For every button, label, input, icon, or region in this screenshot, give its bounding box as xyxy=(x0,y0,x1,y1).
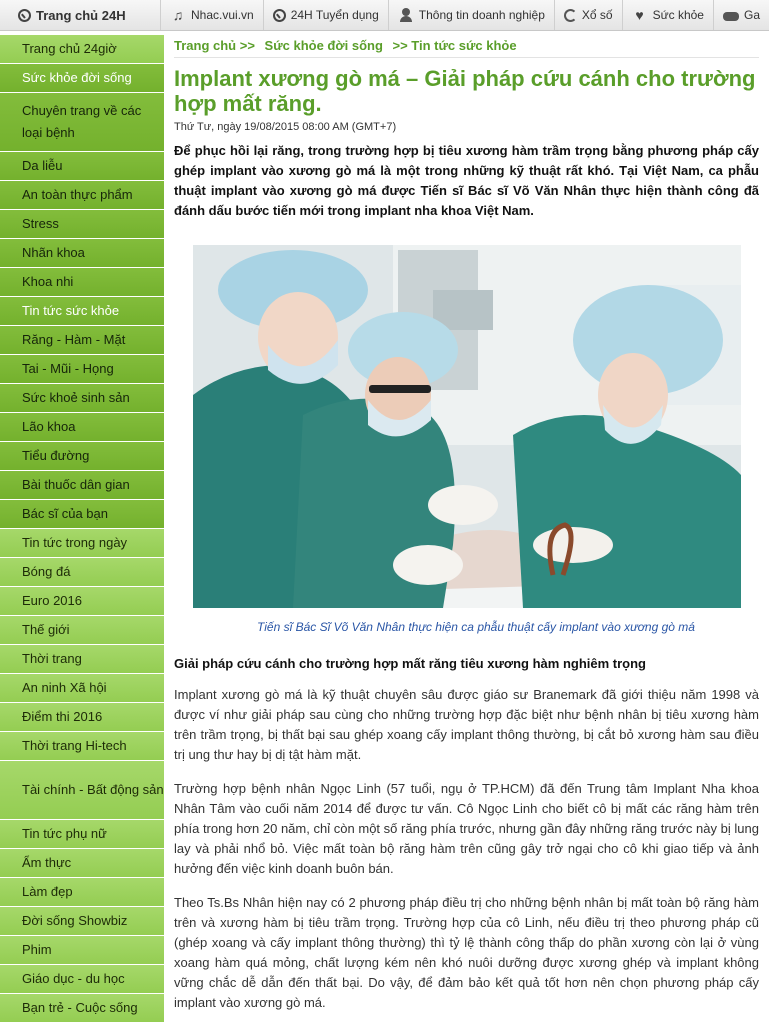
top-link-label: Ga xyxy=(743,8,760,22)
breadcrumb-home[interactable]: Trang chủ >> xyxy=(174,38,255,53)
sidebar-item[interactable]: Thời trang xyxy=(0,645,164,674)
lottery-icon xyxy=(564,9,577,22)
sidebar-item[interactable]: Thế giới xyxy=(0,616,164,645)
sidebar-item[interactable]: Tiểu đường xyxy=(0,442,164,471)
clock-icon xyxy=(18,9,31,22)
top-link-doanh-nghiep[interactable] xyxy=(389,0,555,30)
sidebar-item[interactable]: Thời trang Hi-tech xyxy=(0,732,164,761)
sidebar-item[interactable]: Ẩm thực xyxy=(0,849,164,878)
sidebar-item[interactable]: Da liễu xyxy=(0,152,164,181)
sidebar-item[interactable]: Tài chính - Bất động sản xyxy=(0,761,164,820)
heart-icon: ♥ xyxy=(635,7,644,23)
sidebar-item[interactable]: Stress xyxy=(0,210,164,239)
breadcrumb xyxy=(174,35,759,58)
top-link-label: 24H Tuyển dụng xyxy=(290,8,379,22)
sidebar-item[interactable]: Đời sống Showbiz xyxy=(0,907,164,936)
sidebar-item[interactable]: Sức khoẻ sinh sản xyxy=(0,384,164,413)
sidebar-item[interactable]: Làm đẹp xyxy=(0,878,164,907)
sidebar-item[interactable]: Bài thuốc dân gian xyxy=(0,471,164,500)
article-paragraph: Implant xương gò má là kỹ thuật chuyên sâu được giáo sư Branemark đã giới thiệu năm 1998 và được ví như giải pháp sau cùng cho những trường hợp đặc biệt như bệnh nhân bị tiêu xương hàm trên trầm trọng, bị thất bại sau ghép xoang cấy implant thông thường, bị cắt bỏ xương hàm sau điều trị ung thư hay bị dị tật hàm mặt. xyxy=(174,687,759,762)
breadcrumb-category[interactable]: >> Tin tức sức khỏe xyxy=(392,38,517,53)
article-paragraph: Theo Ts.Bs Nhân hiện nay có 2 phương pháp điều trị cho những bệnh nhân bị mất toàn bộ răng hàm trên và xương hàm bị tiêu trầm trọng. Trường hợp của cô Linh, nếu điều trị theo phương pháp cũ (ghép xoang và cấy implant thông thường) thì tỷ lệ thành công thấp do phần xương còn lại ở vùng xoang hàm quá mỏng, chất lượng kém nên khó nuôi dưỡng được xương ghép và implant không vững chắc dễ dẫn đến thất bại. Do vậy, để đảm bảo kết quả tốt hơn nên chọn phương pháp cấy implant vào xương gò má. xyxy=(174,895,759,1010)
top-link-nhac[interactable] xyxy=(161,0,264,30)
sidebar-menu xyxy=(0,35,164,1023)
article-date: Thứ Tư, ngày 19/08/2015 08:00 AM (GMT+7) xyxy=(174,121,397,133)
breadcrumb-section[interactable]: Sức khỏe đời sống xyxy=(264,38,383,53)
top-link-label: Thông tin doanh nghiệp xyxy=(418,8,545,22)
home-label: Trang chủ 24H xyxy=(36,7,126,23)
sidebar-item[interactable]: Tin tức trong ngày xyxy=(0,529,164,558)
article-subheading: Giải pháp cứu cánh cho trường hợp mất răng tiêu xương hàm nghiêm trọng xyxy=(174,656,646,671)
sidebar-item[interactable]: Tai - Mũi - Họng xyxy=(0,355,164,384)
home-link[interactable] xyxy=(0,0,161,30)
sidebar-item[interactable]: An toàn thực phẩm xyxy=(0,181,164,210)
sidebar-item[interactable]: Lão khoa xyxy=(0,413,164,442)
article-photo xyxy=(193,245,741,608)
sidebar-item[interactable]: Nhãn khoa xyxy=(0,239,164,268)
top-link-game[interactable] xyxy=(714,0,769,30)
sidebar-item[interactable]: Tin tức phụ nữ xyxy=(0,820,164,849)
top-link-label: Sức khỏe xyxy=(652,8,704,22)
sidebar-item[interactable]: Phim xyxy=(0,936,164,965)
sidebar-item[interactable]: Tin tức sức khỏe xyxy=(0,297,164,326)
sidebar-item[interactable]: Khoa nhi xyxy=(0,268,164,297)
sidebar-item[interactable]: Sức khỏe đời sống xyxy=(0,64,164,93)
top-link-label: Xổ số xyxy=(581,8,613,22)
top-link-label: Nhac.vui.vn xyxy=(191,8,254,22)
article-title: Implant xương gò má – Giải pháp cứu cánh cho trường hợp mất răng. xyxy=(174,66,756,116)
gamepad-icon xyxy=(723,12,739,21)
sidebar-item[interactable]: Răng - Hàm - Mặt xyxy=(0,326,164,355)
sidebar-item[interactable]: Chuyên trang về các loại bệnh xyxy=(0,93,164,152)
sidebar-item[interactable]: Giáo dục - du học xyxy=(0,965,164,994)
sidebar-item[interactable]: Điểm thi 2016 xyxy=(0,703,164,732)
sidebar-item[interactable]: Euro 2016 xyxy=(0,587,164,616)
clock-icon xyxy=(273,9,286,22)
surgery-photo-illustration xyxy=(193,245,741,608)
top-link-xo-so[interactable] xyxy=(555,0,623,30)
top-link-suc-khoe[interactable] xyxy=(623,0,714,30)
article-container xyxy=(174,35,759,1013)
music-note-icon: ♫ xyxy=(172,7,184,23)
article-lead: Để phục hồi lại răng, trong trường hợp bị tiêu xương hàm trầm trọng bằng phương pháp cấy ghép implant vào xương gò má là một trong những kỹ thuật rất khó. Tại Việt Nam, ca phẫu thuật implant vào xương gò má được Tiến sĩ Bác sĩ Võ Văn Nhân thực hiện thành công đã đánh dấu bước tiến mới trong implant nha khoa Việt Nam. xyxy=(174,143,759,218)
sidebar-item[interactable]: Trang chủ 24giờ xyxy=(0,35,164,64)
sidebar-item[interactable]: Bóng đá xyxy=(0,558,164,587)
top-link-tuyen-dung[interactable] xyxy=(264,0,389,30)
article-paragraph: Trường hợp bệnh nhân Ngọc Linh (57 tuổi, ngụ ở TP.HCM) đã đến Trung tâm Implant Nha khoa Nhân Tâm vào cuối năm 2014 để được tư vấn. Cô Ngọc Linh cho biết cô bị mất các răng hàm trên phía trong hơn 20 năm, chỉ còn một số răng phía trước, nhưng gần đây những răng trước này bị lung lay và phải nhổ bỏ. Việc mất toàn bộ răng hàm trên cũng gây trở ngại cho cô khi giao tiếp và ảnh hưởng đến việc kinh doanh buôn bán. xyxy=(174,781,759,876)
top-nav-bar xyxy=(0,0,769,31)
user-icon xyxy=(398,7,414,23)
sidebar-item[interactable]: An ninh Xã hội xyxy=(0,674,164,703)
sidebar-item[interactable]: Bạn trẻ - Cuộc sống xyxy=(0,994,164,1023)
sidebar-item[interactable]: Bác sĩ của bạn xyxy=(0,500,164,529)
photo-caption: Tiến sĩ Bác Sĩ Võ Văn Nhân thực hiện ca phẫu thuật cấy implant vào xương gò má xyxy=(257,620,695,634)
